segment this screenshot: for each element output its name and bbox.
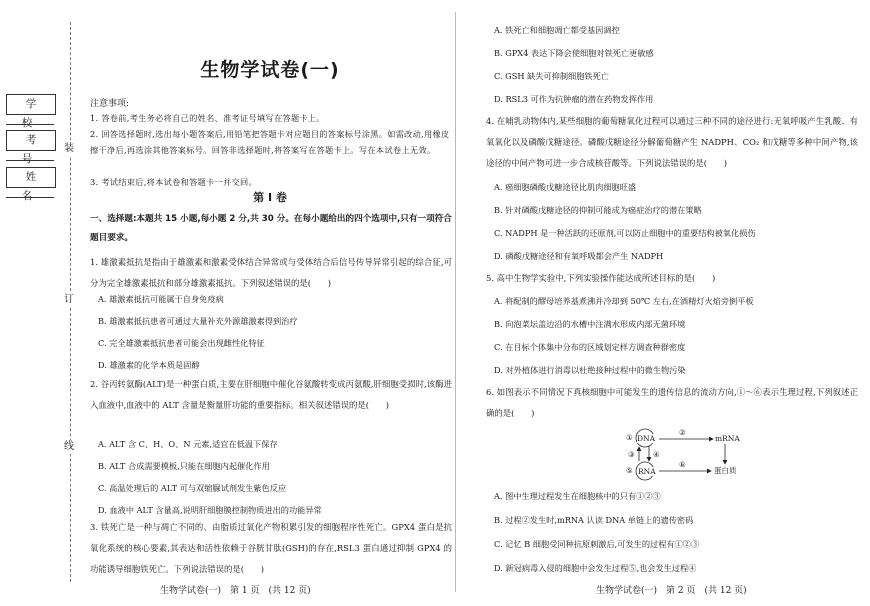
note-3: 3. 考试结束后,将本试卷和答题卡一并交回。 — [90, 177, 257, 187]
label-process-1: ① — [626, 433, 633, 442]
question-2-option-d: D. 血液中 ALT 含量高,说明肝细胞膜控制物质进出的功能异常 — [98, 505, 322, 515]
question-5-option-c: C. 在目标个体集中分布的区域划定样方调查种群密度 — [494, 342, 686, 352]
note-1: 1. 答卷前,考生务必将自己的姓名、准考证号填写在答题卡上。 — [90, 113, 325, 123]
label-process-4: ④ — [653, 450, 660, 459]
question-5-option-b: B. 向泡菜坛盖边沿的水槽中注满水形成内部无菌环境 — [494, 319, 686, 329]
question-4-stem: 4. 在哺乳动物体内,某些细胞的葡萄糖氧化过程可以通过三种不同的途径进行:无氧呼吸产生乳酸、有氧氧化以及磷酸戊糖途径。磷酸戊糖途径分解葡萄糖产生 NADPH、CO₂ 和戊糖等多种中间产物,该途径的中间产物可进一步合成核苷酸等。下列说法错误的是( ) — [486, 116, 858, 168]
label-rna: RNA — [638, 467, 656, 476]
question-5-option-a: A. 将配制的醪母培养基煮沸并冷却到 50℃ 左右,在酒精灯火焰旁倒平板 — [494, 296, 754, 306]
notes-title: 注意事项: — [90, 99, 130, 109]
right-page — [456, 0, 870, 606]
question-5-stem: 5. 高中生物学实验中,下列实验操作能达成所述目标的是( ) — [486, 273, 716, 283]
binding-mark-ding: 订 — [64, 294, 74, 305]
binding-mark-xian: 线 — [64, 441, 74, 452]
label-mrna: mRNA — [715, 434, 740, 443]
question-1-option-d: D. 雄激素的化学本质是固醇 — [98, 360, 200, 370]
question-6-stem: 6. 如图表示不同情况下真核细胞中可能发生的遗传信息的流动方向,①～⑥表示生理过程,下列叙述正确的是( ) — [486, 387, 858, 418]
question-6-option-a: A. 图中生理过程发生在细胞核中的只有①②③ — [494, 491, 661, 501]
question-3-option-c: C. GSH 缺失可抑制细胞铁死亡 — [494, 71, 609, 81]
label-protein: 蛋白质 — [714, 466, 737, 475]
page-2-footer: 生物学试卷(一) 第 2 页 (共 12 页) — [596, 586, 747, 596]
question-2-option-a: A. ALT 含 C、H、O、N 元素,适宜在低温下保存 — [98, 439, 278, 449]
binding-mark-zhuang: 装 — [64, 143, 74, 154]
label-process-3: ③ — [628, 450, 635, 459]
label-process-6: ⑥ — [679, 460, 686, 469]
page-title: 生物学试卷(一) — [200, 59, 340, 81]
question-4-option-d: D. 磷酸戊糖途径和有氧呼吸都会产生 NADPH — [494, 251, 664, 261]
genetic-flow-diagram — [621, 427, 761, 483]
question-1-stem: 1. 雄激素抵抗是指由于雄激素和激素受体结合异常或与受体结合后信号传导异常引起的综合征,可分为完全雄激素抵抗和部分雄激素抵抗。下列叙述错误的是( ) — [90, 257, 452, 288]
question-2-option-b: B. ALT 合成需要模板,只能在细胞内起催化作用 — [98, 461, 270, 471]
note-2: 2. 回答选择题时,选出每小题答案后,用铅笔把答题卡对应题目的答案标号涂黑。如需改动,用橡皮擦干净后,再选涂其他答案标号。回答非选择题时,将答案写在答题卡上。写在本试卷上无效。 — [90, 129, 450, 155]
question-5-option-d: D. 对外植体进行消毒以杜绝接种过程中的微生物污染 — [494, 365, 686, 375]
question-3-option-b: B. GPX4 表达下降会使细胞对铁死亡更敏感 — [494, 48, 654, 58]
question-4-option-a: A. 癌细胞磷酸戊糖途径比肌肉细胞旺盛 — [494, 182, 637, 192]
question-6-option-c: C. 记忆 B 细胞受同种抗原刺激后,可发生的过程有①②③ — [494, 539, 700, 549]
question-3-option-d: D. RSL3 可作为抗肿瘤的潜在药物发挥作用 — [494, 94, 654, 104]
question-3-stem: 3. 铁死亡是一种与凋亡不同的、由脂质过氧化产物积累引发的细胞程序性死亡。GPX4 蛋白是抗氧化系统的核心要素,其表达和活性依赖于谷胱甘肽(GSH)的存在,RSL3 蛋白通过抑制 GPX4 的功能诱导细胞铁死亡。下列说法错误的是( ) — [90, 522, 452, 574]
choice-instruction: 一、选择题:本题共 15 小题,每小题 2 分,共 30 分。在每小题给出的四个选项中,只有一项符合题目要求。 — [90, 214, 452, 243]
school-label: 学 校 — [6, 94, 56, 115]
question-3-option-a: A. 铁死亡和细胞凋亡都受基因调控 — [494, 25, 620, 35]
exam-number-line — [6, 160, 54, 161]
question-4-option-c: C. NADPH 是一种活跃的还原剂,可以防止细胞中的重要结构被氧化损伤 — [494, 228, 756, 238]
question-1-option-b: B. 雄激素抵抗患者可通过大量补充外源雄激素得到治疗 — [98, 316, 298, 326]
question-2-stem: 2. 谷丙转氨酶(ALT)是一种蛋白质,主要在肝细胞中催化谷氨酸转变成丙氨酸,肝细胞受损时,该酶进入血液中,血液中的 ALT 含量是衡量肝功能的重要指标。相关叙述错误的是( ) — [90, 379, 452, 410]
question-1-option-a: A. 雄激素抵抗可能属于自身免疫病 — [98, 294, 224, 304]
question-6-option-b: B. 过程②发生时,mRNA 认读 DNA 单链上的遗传密码 — [494, 515, 694, 525]
label-dna: DNA — [637, 434, 655, 443]
question-6-option-d: D. 新冠病毒入侵的细胞中会发生过程⑤,也会发生过程④ — [494, 563, 697, 573]
name-label: 姓 名 — [6, 167, 56, 188]
question-2-option-c: C. 高温处理后的 ALT 可与双缩脲试剂发生紫色反应 — [98, 483, 287, 493]
exam-number-label: 考 号 — [6, 130, 56, 151]
question-1-option-c: C. 完全雄激素抵抗患者可能会出现雌性化特征 — [98, 338, 265, 348]
school-line — [6, 124, 54, 125]
label-process-2: ② — [679, 428, 686, 437]
name-line — [6, 197, 54, 198]
section-title: 第 Ⅰ 卷 — [253, 191, 287, 204]
question-4-option-b: B. 针对磷酸戊糖途径的抑制可能成为癌症治疗的潜在策略 — [494, 205, 702, 215]
page-1-footer: 生物学试卷(一) 第 1 页 (共 12 页) — [160, 586, 311, 596]
label-process-5: ⑤ — [626, 466, 633, 475]
